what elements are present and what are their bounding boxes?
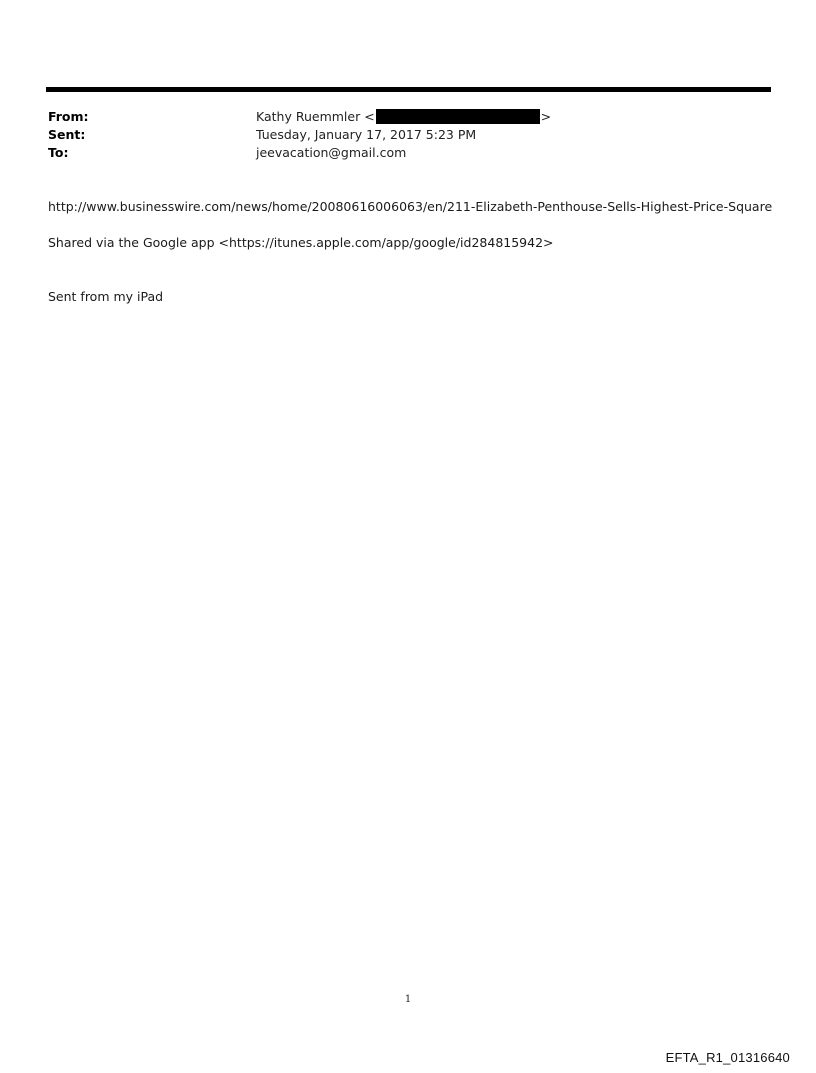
page-number: 1 xyxy=(404,994,412,1005)
header-label-sent: Sent: xyxy=(48,127,86,142)
sender-name: Kathy Ruemmler < xyxy=(256,109,375,124)
body-shared-via-line: Shared via the Google app <https://itunes.apple.com/app/google/id284815942> xyxy=(48,235,554,250)
header-value-sent: Tuesday, January 17, 2017 5:23 PM xyxy=(256,127,477,142)
header-value-from xyxy=(256,108,551,126)
header-divider-rule xyxy=(46,87,771,92)
header-label-to: To: xyxy=(48,145,69,160)
sender-email-close: > xyxy=(540,109,552,124)
header-label-from: From: xyxy=(48,109,89,124)
body-signature-line: Sent from my iPad xyxy=(48,289,164,304)
redaction-box xyxy=(376,109,540,124)
header-value-to: jeevacation@gmail.com xyxy=(256,145,407,160)
bates-number: EFTA_R1_01316640 xyxy=(665,1050,790,1065)
body-url-line[interactable]: http://www.businesswire.com/news/home/20080616006063/en/211-Elizabeth-Penthouse-Sells-Highest-Price-Square xyxy=(48,199,773,214)
